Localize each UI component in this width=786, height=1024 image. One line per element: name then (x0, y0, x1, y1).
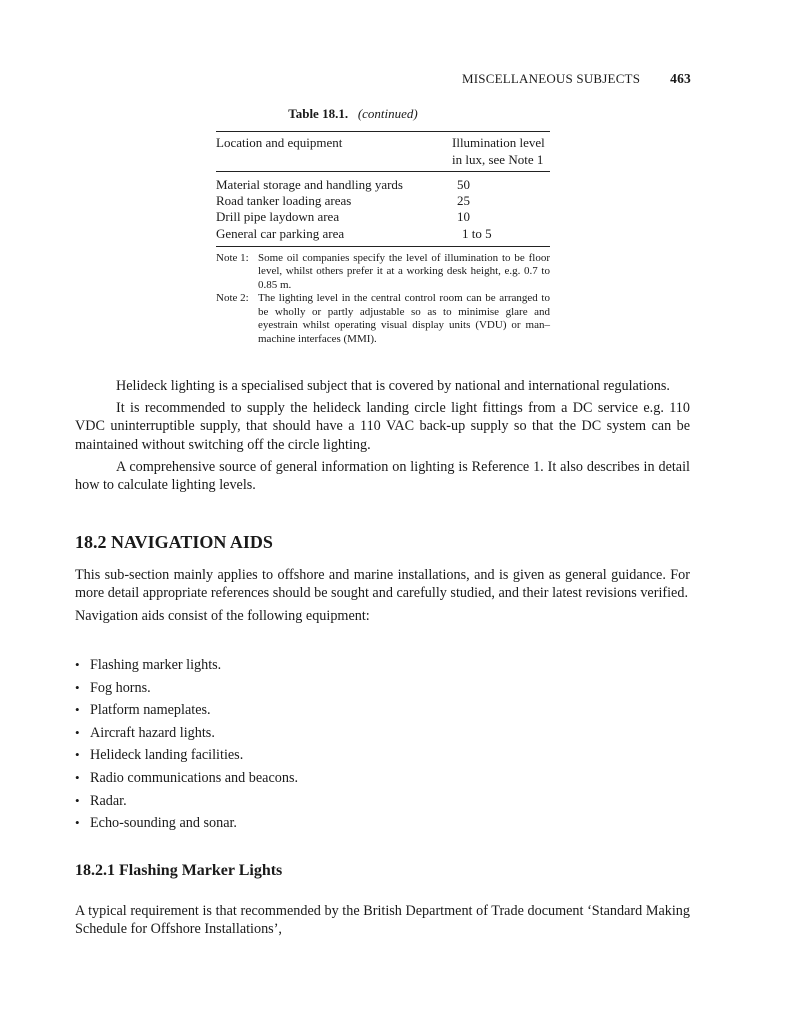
table-header-illumination-line1: Illumination level (452, 135, 545, 150)
table-header-illumination-line2: in lux, see Note 1 (452, 152, 544, 167)
table-note-text: Some oil companies specify the level of illumination to be floor level, whilst others prefer it at a working desk height, e.g. 0.7 to 0.85 m. (258, 251, 550, 291)
subsection-body (75, 902, 690, 938)
section-intro (75, 566, 690, 626)
list-item (75, 770, 675, 793)
table-cell-location: Drill pipe laydown area (216, 209, 340, 225)
bullet-icon: • (75, 815, 80, 831)
table-header-illumination (452, 134, 550, 168)
list-item (75, 725, 675, 748)
list-item-text: Fog horns. (90, 679, 151, 696)
list-item (75, 702, 675, 725)
navigation-aids-list (75, 657, 675, 838)
list-item-text: Helideck landing facilities. (90, 747, 244, 764)
bullet-icon: • (75, 702, 80, 718)
list-item-text: Flashing marker lights. (90, 657, 222, 673)
list-item (75, 793, 675, 816)
table-row (216, 209, 550, 225)
table-note (216, 252, 550, 293)
list-item (75, 747, 675, 770)
bullet-icon: • (75, 769, 80, 785)
list-item-text: Radar. (90, 792, 127, 809)
bullet-icon: • (75, 724, 80, 740)
list-item-text: Echo-sounding and sonar. (90, 815, 237, 832)
table-cell-lux: 10 (457, 209, 470, 225)
section-intro-text: This sub-section mainly applies to offshore and marine installations, and is given as general guidance. For more detail appropriate references should be sought and carefully studied, and their latest revisions verified. (75, 567, 690, 602)
bullet-icon: • (75, 679, 80, 695)
table-cell-lux: 25 (457, 193, 470, 209)
running-head (0, 71, 691, 87)
list-item (75, 680, 675, 703)
table-cell-location: Material storage and handling yards (216, 177, 403, 192)
list-item (75, 657, 675, 680)
paragraph-lighting-reference: A comprehensive source of general information on lighting is Reference 1. It also describes in detail how to calculate lighting levels. (75, 458, 690, 494)
table-note-text: The lighting level in the central control room can be arranged to be wholly or partly adjustable so as to minimise glare and eyestrain whilst operating visual display units (VDU) or man–machine interfaces (MMI). (258, 292, 550, 345)
subsection-text: A typical requirement is that recommended by the British Department of Trade document ‘Standard Making Schedule for Offshore Installations’, (75, 903, 690, 938)
bullet-icon: • (75, 657, 80, 672)
page-number: 463 (670, 71, 691, 86)
table-note-label: Note 1: (216, 251, 249, 264)
paragraph-helideck-supply: It is recommended to supply the helideck landing circle light fittings from a DC service e.g. 110 VDC uninterruptible supply, that should have a 110 VAC back-up supply so that the DC system can be maintained without switching off the circle lighting. (75, 400, 690, 453)
table-row (216, 226, 550, 242)
bullet-icon: • (75, 747, 80, 763)
table-body (216, 172, 550, 246)
subsection-heading: 18.2.1 Flashing Marker Lights (75, 862, 283, 879)
table-cell-lux: 50 (457, 177, 470, 192)
table-caption-suffix: (continued) (357, 106, 418, 121)
list-item-text: Radio communications and beacons. (90, 769, 299, 786)
table-header (216, 132, 550, 171)
list-item-text: Aircraft hazard lights. (90, 724, 215, 741)
paragraph-helideck-regulations: Helideck lighting is a specialised subject that is covered by national and international regulations. (116, 378, 670, 394)
table-note (216, 292, 550, 346)
section-lead-in: Navigation aids consist of the following equipment: (75, 608, 370, 625)
table-caption (156, 106, 550, 122)
table-row (216, 177, 550, 193)
bullet-icon: • (75, 792, 80, 808)
table-caption-label: Table 18.1. (288, 106, 349, 121)
table-notes (216, 247, 550, 347)
table-row (216, 193, 550, 209)
list-item-text: Platform nameplates. (90, 702, 211, 719)
running-head-title: MISCELLANEOUS SUBJECTS (462, 71, 641, 86)
lighting-paragraphs (75, 377, 690, 494)
table-cell-location: General car parking area (216, 225, 345, 241)
list-item (75, 815, 675, 838)
illumination-table (216, 106, 550, 346)
table-cell-location: Road tanker loading areas (216, 193, 352, 209)
section-heading: 18.2 NAVIGATION AIDS (75, 532, 273, 552)
table-cell-lux: 1 to 5 (462, 225, 492, 241)
table-header-location: Location and equipment (216, 135, 343, 150)
table-note-label: Note 2: (216, 292, 249, 305)
